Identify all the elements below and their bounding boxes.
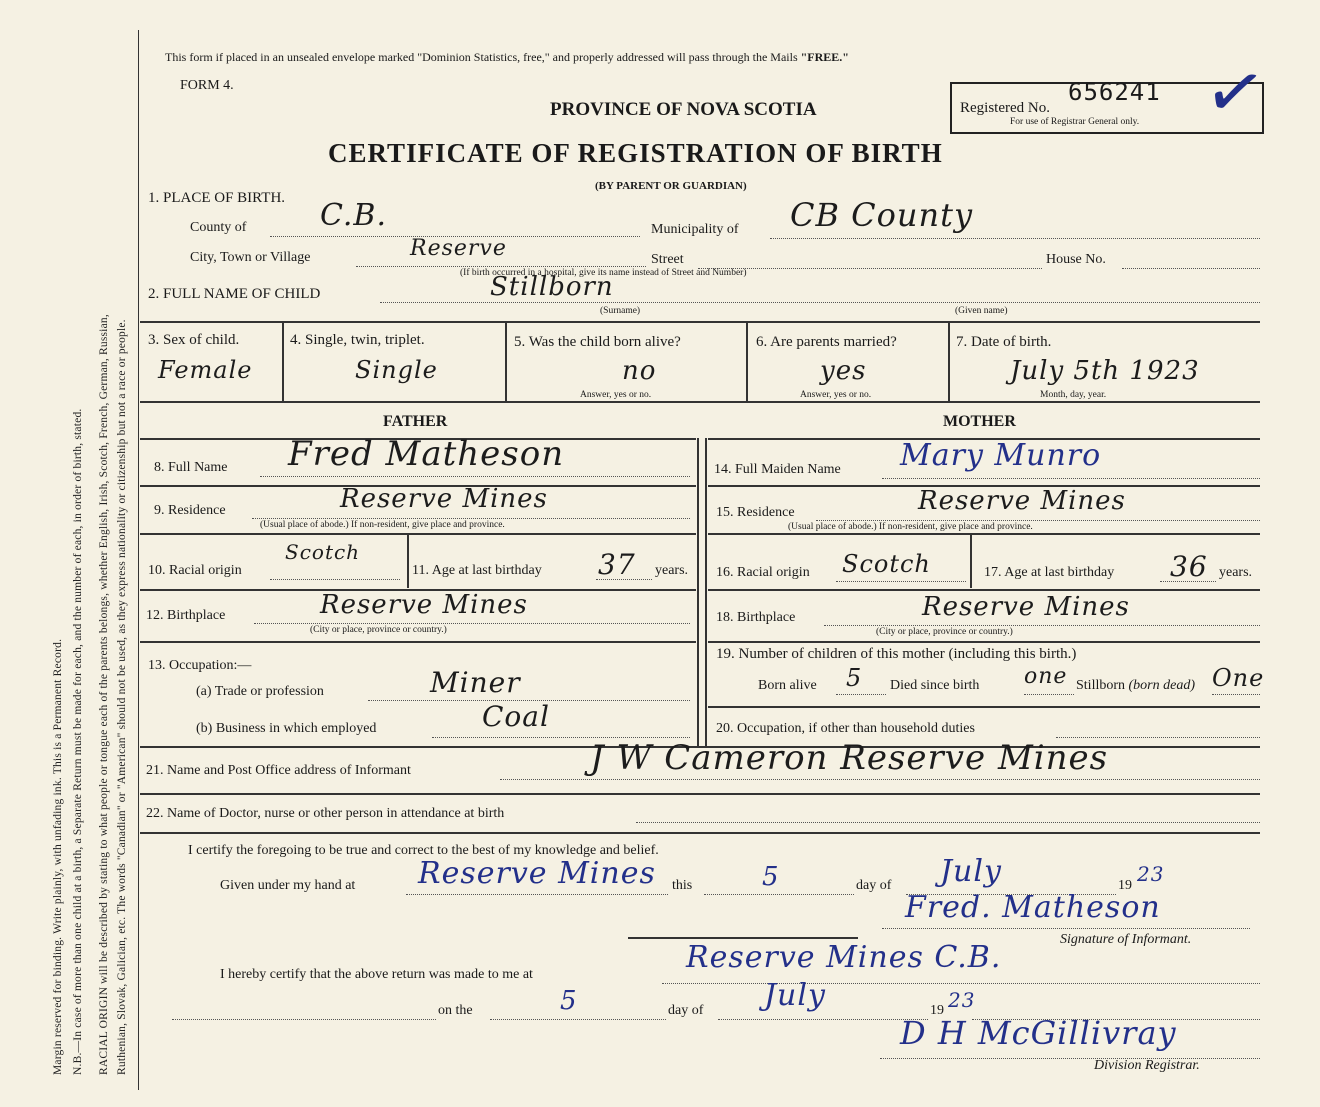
given-name-note: (Given name) — [955, 306, 1008, 316]
rule-row3-v4 — [948, 321, 950, 401]
died-since-birth-line — [1024, 694, 1074, 695]
registrar-month-value: July — [764, 978, 826, 1013]
day-of-label: day of — [856, 878, 892, 893]
rule-center-a — [697, 438, 699, 746]
doctor-line — [636, 822, 1260, 823]
county-value: C.B. — [320, 198, 388, 233]
binding-line — [138, 30, 139, 1090]
house-label: House No. — [1046, 252, 1106, 267]
rule-f-racial-age — [407, 533, 409, 588]
given-day-line — [704, 894, 854, 895]
city-value: Reserve — [410, 236, 507, 261]
registered-number: 656241 — [1068, 78, 1161, 106]
mother-occupation-label: 20. Occupation, if other than household duties — [716, 721, 975, 736]
registrar-only-note: For use of Registrar General only. — [1010, 117, 1140, 127]
registrar-statement: I hereby certify that the above return was made to me at — [220, 967, 533, 982]
mother-residence-note: (Usual place of abode.) If non-resident, give place and province. — [788, 522, 1033, 532]
this-label: this — [672, 878, 693, 893]
city-line — [356, 266, 646, 267]
father-racial-value: Scotch — [285, 540, 361, 564]
mother-racial-value: Scotch — [842, 550, 931, 578]
informant-value: J W Cameron Reserve Mines — [590, 738, 1109, 778]
province-heading: PROVINCE OF NOVA SCOTIA — [550, 99, 817, 120]
postal-note — [165, 50, 849, 65]
born-alive-count-value: 5 — [846, 664, 863, 692]
rule-row3-v3 — [746, 321, 748, 401]
rule-m4 — [708, 641, 1260, 643]
given-month-value: July — [940, 854, 1002, 889]
rule-certify-divider — [628, 937, 858, 939]
registrar-day-line — [490, 1019, 666, 1020]
informant-signature-label: Signature of Informant. — [1060, 932, 1192, 947]
registered-label: Registered No. — [960, 100, 1050, 116]
registrar-day-value: 5 — [560, 986, 578, 1016]
father-business-value: Coal — [482, 700, 550, 733]
municipality-label: Municipality of — [651, 222, 739, 237]
stillborn-label-text: Stillborn — [1076, 678, 1126, 693]
father-name-value: Fred Matheson — [288, 434, 565, 474]
stillborn-count-label — [1076, 678, 1195, 694]
parents-married-label: 6. Are parents married? — [756, 334, 897, 350]
mother-name-line — [882, 478, 1260, 479]
father-business-label: (b) Business in which employed — [196, 721, 377, 736]
dob-value: July 5th 1923 — [1010, 356, 1200, 386]
father-years-label: years. — [655, 563, 689, 578]
informant-signature: Fred. Matheson — [905, 890, 1161, 925]
father-trade-value: Miner — [430, 666, 521, 699]
born-alive-note: Answer, yes or no. — [580, 390, 652, 400]
given-year-prefix: 19 — [1118, 878, 1132, 893]
father-occupation-label: 13. Occupation:— — [148, 658, 252, 673]
rule-m3 — [708, 589, 1260, 591]
mother-birthplace-note: (City or place, province or country.) — [876, 627, 1013, 637]
rule-m2 — [708, 533, 1260, 535]
born-alive-value: no — [622, 356, 657, 386]
given-under-label: Given under my hand at — [220, 878, 356, 893]
given-day-value: 5 — [762, 862, 780, 892]
parents-married-note: Answer, yes or no. — [800, 390, 872, 400]
single-twin-label: 4. Single, twin, triplet. — [290, 332, 425, 348]
sex-value: Female — [158, 356, 253, 384]
died-since-birth-label: Died since birth — [890, 678, 980, 693]
sex-label: 3. Sex of child. — [148, 332, 240, 348]
informant-signature-line — [882, 928, 1250, 929]
parents-married-value: yes — [820, 356, 867, 386]
street-line — [698, 268, 1042, 269]
mother-name-value: Mary Munro — [900, 438, 1102, 473]
born-alive-count-label: Born alive — [758, 678, 817, 693]
born-alive-count-line — [836, 694, 886, 695]
on-the-label: on the — [438, 1003, 473, 1018]
registrar-year-prefix: 19 — [930, 1003, 944, 1018]
registrar-month-line — [718, 1019, 928, 1020]
margin-note-racial-origin-1: RACIAL ORIGIN will be described by stating to what people or tongue each of the parents belongs, whether English, Irish, Scotch, French, German, Russian, — [98, 314, 110, 1075]
rule-m5 — [708, 706, 1260, 708]
father-trade-label: (a) Trade or profession — [196, 684, 324, 699]
mother-age-label: 17. Age at last birthday — [984, 565, 1115, 580]
mother-birthplace-label: 18. Birthplace — [716, 610, 796, 625]
margin-notes — [0, 0, 140, 1107]
rule-row3-top — [140, 321, 1260, 323]
single-twin-value: Single — [355, 356, 438, 384]
municipality-line — [770, 238, 1260, 239]
municipality-value: CB County — [790, 196, 974, 234]
mother-name-label: 14. Full Maiden Name — [714, 462, 841, 477]
informant-line — [500, 779, 1260, 780]
mother-residence-value: Reserve Mines — [918, 486, 1126, 516]
stillborn-count-value: One — [1212, 664, 1265, 692]
registrar-signature: D H McGillivray — [900, 1014, 1177, 1052]
given-year-value: 23 — [1137, 862, 1165, 886]
margin-note-racial-origin-2: Ruthenian, Slovak, Galician, etc. The words "Canadian" or "American" should not be used, as they express nationality or citizenship but not a race or people. — [116, 319, 128, 1075]
dob-label: 7. Date of birth. — [956, 334, 1052, 350]
given-place-line — [406, 894, 668, 895]
mother-racial-label: 16. Racial origin — [716, 565, 810, 580]
father-age-value: 37 — [598, 548, 636, 581]
house-line — [1122, 268, 1260, 269]
father-heading: FATHER — [383, 413, 448, 430]
rule-doctor-top — [140, 793, 1260, 795]
father-name-line — [260, 476, 690, 477]
father-racial-label: 10. Racial origin — [148, 563, 242, 578]
stillborn-note: (born dead) — [1128, 678, 1196, 693]
city-label: City, Town or Village — [190, 250, 311, 265]
mother-racial-line — [836, 581, 966, 582]
father-age-label: 11. Age at last birthday — [412, 563, 542, 578]
place-of-birth-heading: 1. PLACE OF BIRTH. — [148, 190, 286, 206]
born-alive-label: 5. Was the child born alive? — [514, 334, 681, 350]
rule-row3-v2 — [505, 321, 507, 401]
mother-birthplace-value: Reserve Mines — [922, 592, 1130, 622]
rule-m-racial-age — [970, 533, 972, 588]
children-count-label: 19. Number of children of this mother (including this birth.) — [716, 646, 1077, 662]
father-birthplace-value: Reserve Mines — [320, 590, 528, 620]
registrar-signature-line — [880, 1058, 1260, 1059]
street-label: Street — [651, 252, 684, 267]
form-number: FORM 4. — [180, 78, 234, 93]
child-name-line — [380, 302, 1260, 303]
mother-years-label: years. — [1219, 565, 1253, 580]
father-birthplace-label: 12. Birthplace — [146, 608, 226, 623]
check-mark-icon: ✓ — [1198, 45, 1273, 139]
registrar-place-line — [662, 983, 1260, 984]
rule-parents-top — [140, 401, 1260, 403]
given-place-value: Reserve Mines — [418, 856, 656, 891]
father-residence-line — [252, 518, 690, 519]
father-birthplace-line — [254, 623, 690, 624]
father-birthplace-note: (City or place, province or country.) — [310, 625, 447, 635]
margin-note-multiple-births: N.B.—In case of more than one child at a birth, a Separate Return must be made for each, and the number of each, in order of birth, stated. — [72, 408, 84, 1075]
informant-label: 21. Name and Post Office address of Informant — [146, 763, 411, 778]
father-residence-value: Reserve Mines — [340, 484, 548, 514]
hospital-note: (If birth occurred in a hospital, give its name instead of Street and Number) — [460, 268, 747, 278]
doctor-label: 22. Name of Doctor, nurse or other person in attendance at birth — [146, 806, 505, 821]
mother-residence-line — [816, 520, 1260, 521]
rule-row3-v1 — [282, 321, 284, 401]
registrar-day-of-label: day of — [668, 1003, 704, 1018]
postal-note-text: This form if placed in an unsealed envelope marked "Dominion Statistics, free," and properly addressed will pass through the Mails — [165, 50, 801, 64]
surname-note: (Surname) — [600, 306, 641, 316]
father-residence-label: 9. Residence — [154, 503, 226, 518]
child-name-label: 2. FULL NAME OF CHILD — [148, 286, 321, 302]
rule-certify-top — [140, 832, 1260, 834]
registrar-year-value: 23 — [948, 988, 976, 1012]
on-the-lead-line — [172, 1019, 436, 1020]
mother-age-value: 36 — [1170, 550, 1208, 583]
page-title: CERTIFICATE OF REGISTRATION OF BIRTH — [328, 138, 943, 168]
division-registrar-label: Division Registrar. — [1094, 1058, 1200, 1073]
rule-f4 — [140, 641, 696, 643]
father-racial-line — [270, 579, 400, 580]
margin-note-binding: Margin reserved for binding. Write plainly, with unfading ink. This is a Permanent Record. — [52, 638, 64, 1075]
died-since-birth-value: one — [1024, 664, 1068, 689]
certify-statement: I certify the foregoing to be true and correct to the best of my knowledge and belief. — [188, 843, 659, 858]
stillborn-count-line — [1212, 694, 1260, 695]
rule-f2 — [140, 533, 696, 535]
father-name-label: 8. Full Name — [154, 460, 228, 475]
page-subtitle: (BY PARENT OR GUARDIAN) — [595, 180, 747, 192]
postal-note-free: "FREE." — [800, 50, 849, 64]
dob-note: Month, day, year. — [1040, 390, 1107, 400]
county-label: County of — [190, 220, 247, 235]
rule-center-b — [705, 438, 707, 746]
father-residence-note: (Usual place of abode.) If non-resident, give place and province. — [260, 520, 505, 530]
mother-residence-label: 15. Residence — [716, 505, 795, 520]
mother-heading: MOTHER — [943, 413, 1016, 430]
child-name-value: Stillborn — [490, 272, 614, 302]
mother-birthplace-line — [824, 625, 1260, 626]
registrar-place-value: Reserve Mines C.B. — [686, 940, 1002, 975]
